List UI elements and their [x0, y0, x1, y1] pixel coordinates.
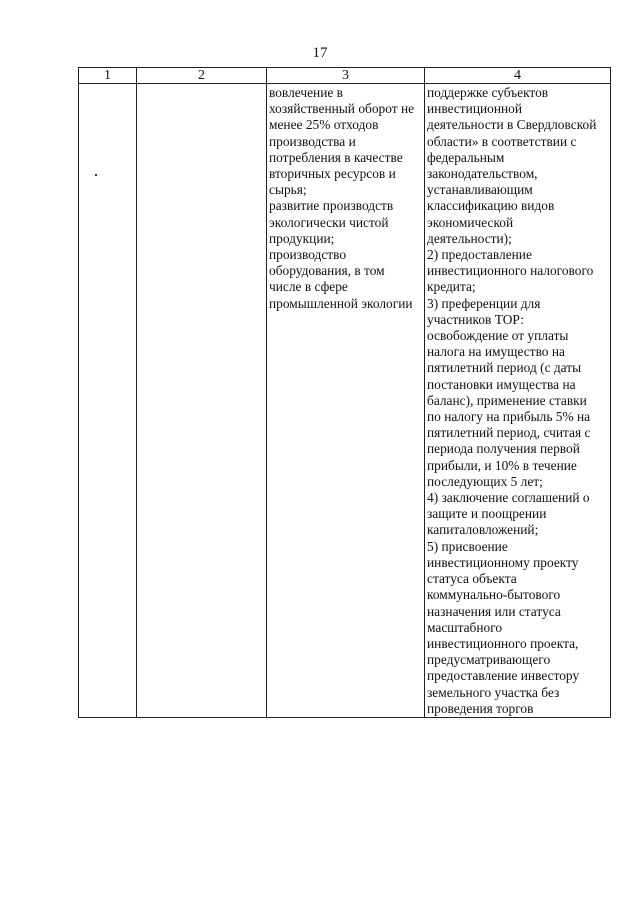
cell-text-line: законодательством,	[427, 166, 538, 182]
cell-col3	[267, 84, 425, 718]
cell-text-line: земельного участка без	[427, 684, 560, 700]
cell-text-line: последующих 5 лет;	[427, 473, 543, 489]
cell-text-line: участников ТОР:	[427, 311, 525, 327]
cell-text-line: хозяйственный оборот не	[269, 101, 415, 117]
cell-text-line: потребления в качестве	[269, 149, 403, 165]
cell-text-line: пятилетний период (с даты	[427, 360, 582, 376]
cell-text-line: развитие производств	[269, 198, 394, 214]
cell-text-line: прибыли, и 10% в течение	[427, 457, 577, 473]
cell-text-line: продукции;	[269, 230, 335, 246]
cell-text-line: инвестиционного налогового	[427, 263, 594, 279]
cell-text-line: 3) преференции для	[427, 295, 541, 311]
cell-text-line: устанавливающим	[427, 182, 533, 198]
cell-text-line: инвестиционной	[427, 101, 523, 117]
cell-text-line: 4) заключение соглашений о	[427, 490, 590, 506]
cell-text-line: баланс), применение ставки	[427, 392, 587, 408]
document-table	[78, 67, 611, 718]
cell-text-line: защите и поощрении	[427, 506, 547, 522]
page-number: 17	[312, 45, 328, 61]
table-row	[79, 84, 611, 718]
cell-text-line: статуса объекта	[427, 571, 517, 587]
cell-text-line: сырья;	[269, 182, 307, 198]
cell-text-line: кредита;	[427, 279, 476, 295]
cell-text-line: инвестиционному проекту	[427, 554, 579, 570]
cell-text-line: 2) предоставление	[427, 247, 532, 263]
cell-text-line: 5) присвоение	[427, 538, 508, 554]
cell-text-line: числе в сфере	[269, 279, 348, 295]
cell-text-line: по налогу на прибыль 5% на	[427, 409, 591, 425]
cell-text-line: капиталовложений;	[427, 522, 539, 538]
cell-text-line: предусматривающего	[427, 652, 551, 668]
cell-text-line: менее 25% отходов	[269, 117, 379, 133]
cell-text-line: деятельности);	[427, 230, 512, 246]
cell-text-line: классификацию видов	[427, 198, 555, 214]
cell-text-line: постановки имущества на	[427, 376, 576, 392]
cell-text-line: оборудования, в том	[269, 263, 385, 279]
cell-text-line: назначения или статуса	[427, 603, 561, 619]
cell-col2	[137, 84, 267, 718]
cell-col4	[425, 84, 611, 718]
cell-text-line: вторичных ресурсов и	[269, 166, 396, 182]
cell-text-line: промышленной экологии	[269, 295, 413, 311]
column-header-3: 3	[267, 68, 425, 84]
cell-text-line: пятилетний период, считая с	[427, 425, 591, 441]
cell-text-line: экологически чистой	[269, 214, 389, 230]
cell-text-line: вовлечение в	[269, 85, 343, 100]
header-row	[79, 68, 611, 84]
column-header-4: 4	[425, 68, 611, 84]
cell-text-line: федеральным	[427, 149, 505, 165]
cell-text-line: периода получения первой	[427, 441, 580, 457]
cell-text-line: налога на имущество на	[427, 344, 565, 360]
cell-text-line: предоставление инвестору	[427, 668, 580, 684]
cell-text-line: экономической	[427, 214, 514, 230]
cell-text-line: коммунально-бытового	[427, 587, 561, 603]
column-header-2: 2	[137, 68, 267, 84]
cell-text-line: производства и	[269, 133, 356, 149]
column-header-1: 1	[79, 68, 137, 84]
cell-text-line: производство	[269, 247, 347, 263]
cell-col1	[79, 84, 137, 718]
cell-text-line: поддержке субъектов	[427, 85, 549, 100]
cell-text-line: проведения торгов	[427, 700, 534, 716]
cell-text-line: инвестиционного проекта,	[427, 635, 579, 651]
cell-text-line: масштабного	[427, 619, 503, 635]
scan-dot-mark	[95, 174, 97, 176]
cell-text-line: области» в соответствии с	[427, 133, 577, 149]
cell-text-line: деятельности в Свердловской	[427, 117, 597, 133]
cell-text-line: освобождение от уплаты	[427, 328, 569, 344]
